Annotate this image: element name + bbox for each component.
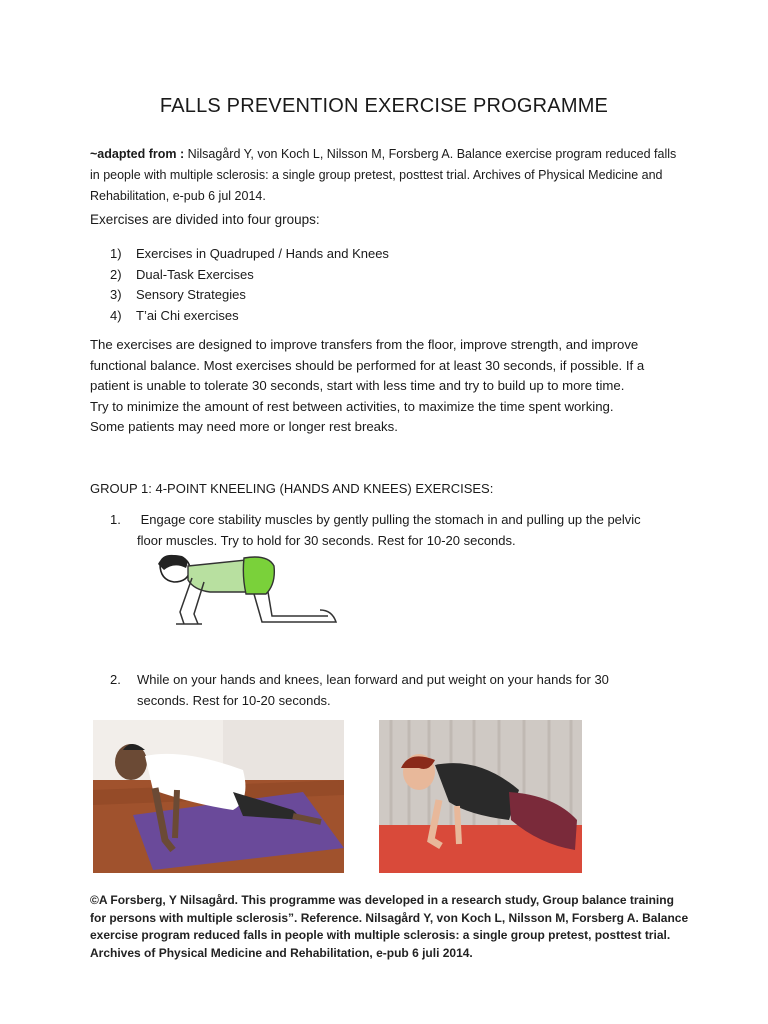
list-item [110,244,389,265]
exercise-line: floor muscles. Try to hold for 30 seconds. Rest for 10-20 seconds. [137,532,516,548]
man-on-purple-mat-photo [93,720,344,873]
adapted-from-citation [90,144,690,207]
list-number: 4) [110,307,122,323]
exercise-line: Engage core stability muscles by gently pulling the stomach in and pulling up the pelvic [137,512,641,527]
exercise-number: 2. [110,672,121,687]
exercise-number: 1. [110,512,121,527]
paragraph-line: Try to minimize the amount of rest between activities, to maximize the time spent working. [90,398,614,414]
paragraph-line: The exercises are designed to improve transfers from the floor, improve strength, and improve [90,337,639,352]
groups-list [110,244,389,326]
exercise-item [110,670,680,711]
groups-intro: Exercises are divided into four groups: [90,212,320,227]
exercise-line: While on your hands and knees, lean forward and put weight on your hands for 30 [137,672,609,687]
adapted-prefix: ~adapted from : [90,147,188,161]
exercise-line: seconds. Rest for 10-20 seconds. [137,692,331,708]
copyright-footer [90,892,690,962]
paragraph-line: functional balance. Most exercises should be performed for at least 30 seconds, if possible. If a [90,357,645,373]
list-label: Exercises in Quadruped / Hands and Knees [136,246,389,261]
footer-line: for persons with multiple sclerosis”. Reference. Nilsagård Y, von Koch L, Nilsson M, Forsberg A. Balance [90,910,689,925]
list-number: 1) [110,246,122,261]
exercise-item [110,510,680,551]
page-title: FALLS PREVENTION EXERCISE PROGRAMME [159,95,609,117]
list-item [110,306,389,327]
list-label: Sensory Strategies [136,287,246,302]
citation-line-2: in people with multiple sclerosis: a single group pretest, posttest trial. Archives of Physical Medicine and [90,168,663,182]
list-item [110,285,389,306]
list-label: Dual-Task Exercises [136,266,254,282]
section-heading: GROUP 1: 4-POINT KNEELING (HANDS AND KNEES) EXERCISES: [90,481,494,496]
list-number: 3) [110,287,122,302]
footer-line: Archives of Physical Medicine and Rehabilitation, e-pub 6 juli 2014. [90,945,473,960]
footer-line: ©A Forsberg, Y Nilsagård. This programme was developed in a research study, Group balance training [90,893,674,907]
footer-line: exercise program reduced falls in people with multiple sclerosis: a single group pretest, posttest trial. [90,928,671,942]
list-number: 2) [110,266,122,282]
paragraph-line: patient is unable to tolerate 30 seconds, start with less time and try to build up to more time. [90,378,625,394]
list-label: T’ai Chi exercises [136,307,239,323]
instructions-paragraph [90,335,690,438]
quadruped-figure-illustration [150,552,345,634]
list-item [110,265,389,286]
woman-on-red-mat-photo [379,720,582,873]
citation-line-1: Nilsagård Y, von Koch L, Nilsson M, Forsberg A. Balance exercise program reduced falls [187,147,677,161]
citation-line-3: Rehabilitation, e-pub 6 jul 2014. [90,189,266,203]
paragraph-line: Some patients may need more or longer rest breaks. [90,419,398,435]
